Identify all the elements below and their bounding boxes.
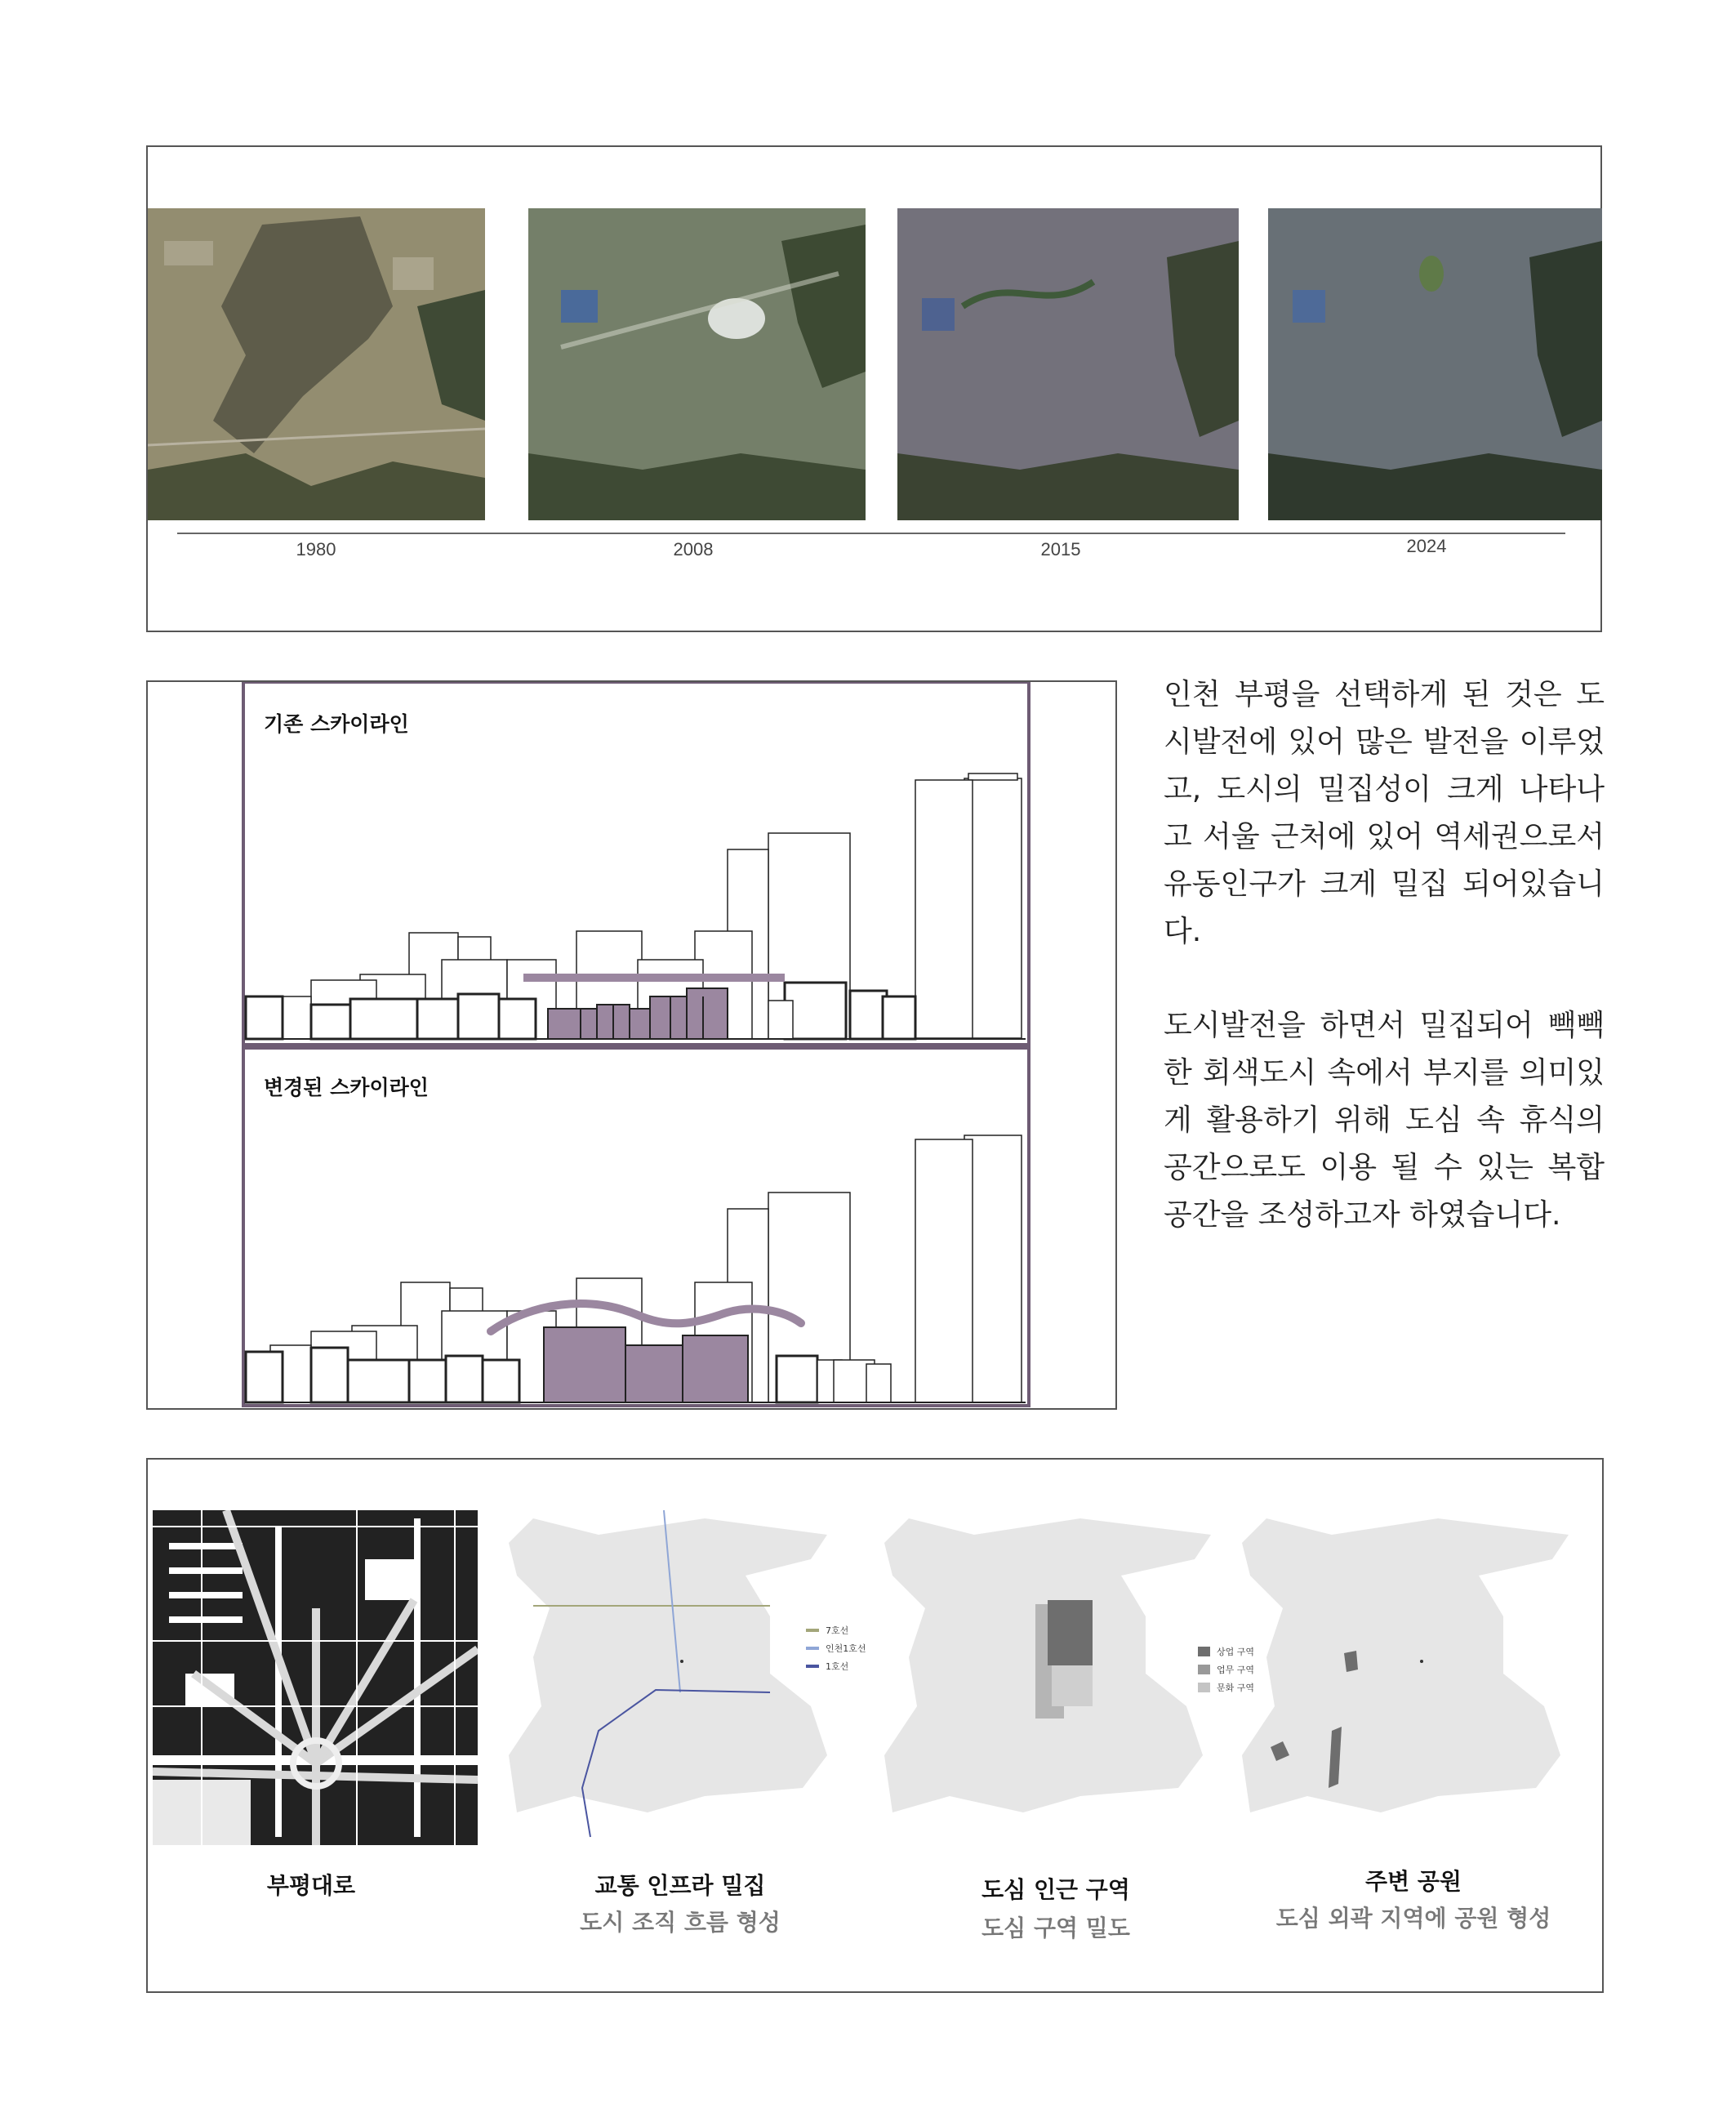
legend-swatch-line7 — [806, 1629, 819, 1632]
existing-skyline-buildings — [246, 773, 1022, 1039]
changed-highlight-block — [544, 1327, 748, 1402]
year-label: 2008 — [673, 539, 714, 559]
legend-label: 문화 구역 — [1217, 1683, 1255, 1693]
legend-item — [806, 1621, 866, 1639]
year-label: 1980 — [296, 539, 336, 559]
caption-title-bupyeong-road: 부평대로 — [266, 1872, 356, 1899]
satellite-image-2015 — [897, 208, 1239, 520]
satellite-image-2008 — [528, 208, 866, 520]
legend-label: 업무 구역 — [1217, 1665, 1255, 1675]
legend-swatch-line1 — [806, 1665, 819, 1668]
caption-subtitle-downtown: 도심 구역 밀도 — [982, 1915, 1130, 1941]
park-map — [1234, 1510, 1577, 1843]
caption-title-parks: 주변 공원 — [1365, 1868, 1462, 1895]
legend-item — [806, 1639, 866, 1657]
description-text — [1164, 671, 1605, 956]
legend-swatch-culture — [1198, 1683, 1210, 1692]
changed-skyline-label: 변경된 스카이라인 — [264, 1076, 429, 1099]
legend-label: 상업 구역 — [1217, 1647, 1255, 1657]
legend-label: 7호선 — [826, 1625, 849, 1636]
site-analysis-panel — [146, 1458, 1604, 1993]
existing-skyline-label: 기존 스카이라인 — [264, 712, 409, 736]
legend-swatch-incheon1 — [806, 1647, 819, 1650]
description-paragraph-2: 도시발전을 하면서 밀집되어 빽빽한 회색도시 속에서 부지를 의미있게 활용하기 위해 도심 속 휴식의 공간으로도 이용 될 수 있는 복합공간을 조성하고자 하였습니다. — [1164, 1009, 1605, 1232]
legend-swatch-commercial — [1198, 1647, 1210, 1656]
caption-subtitle-parks: 도심 외곽 지역에 공원 형성 — [1275, 1905, 1551, 1932]
skyline-drawing — [148, 682, 1115, 1408]
satellite-image-2024 — [1268, 208, 1602, 520]
satellite-image-1980 — [148, 208, 485, 520]
year-label: 2024 — [1406, 536, 1447, 556]
figure-ground-map — [153, 1510, 478, 1845]
skyline-comparison-panel — [146, 680, 1117, 1410]
zone-map — [876, 1510, 1219, 1843]
timeline-axis — [177, 533, 1565, 534]
legend-label: 인천1호선 — [826, 1643, 866, 1654]
transit-map — [501, 1510, 844, 1843]
caption-title-downtown: 도심 인근 구역 — [982, 1876, 1130, 1903]
year-label: 2015 — [1040, 539, 1081, 559]
description-paragraph-1: 인천 부평을 선택하게 된 것은 도시발전에 있어 많은 발전을 이루었고, 도시의 밀집성이 크게 나타나고 서울 근처에 있어 역세권으로서 유동인구가 크게 밀집 되어있습니다. — [1164, 678, 1605, 948]
description-text-2 — [1164, 1002, 1605, 1239]
caption-title-transit: 교통 인프라 밀집 — [594, 1872, 766, 1899]
legend-label: 1호선 — [826, 1661, 849, 1672]
legend-swatch-business — [1198, 1665, 1210, 1674]
legend-item — [806, 1657, 866, 1675]
satellite-timeline-panel — [146, 145, 1602, 632]
transit-legend — [806, 1621, 866, 1675]
caption-subtitle-transit: 도시 조직 흐름 형성 — [580, 1909, 781, 1936]
